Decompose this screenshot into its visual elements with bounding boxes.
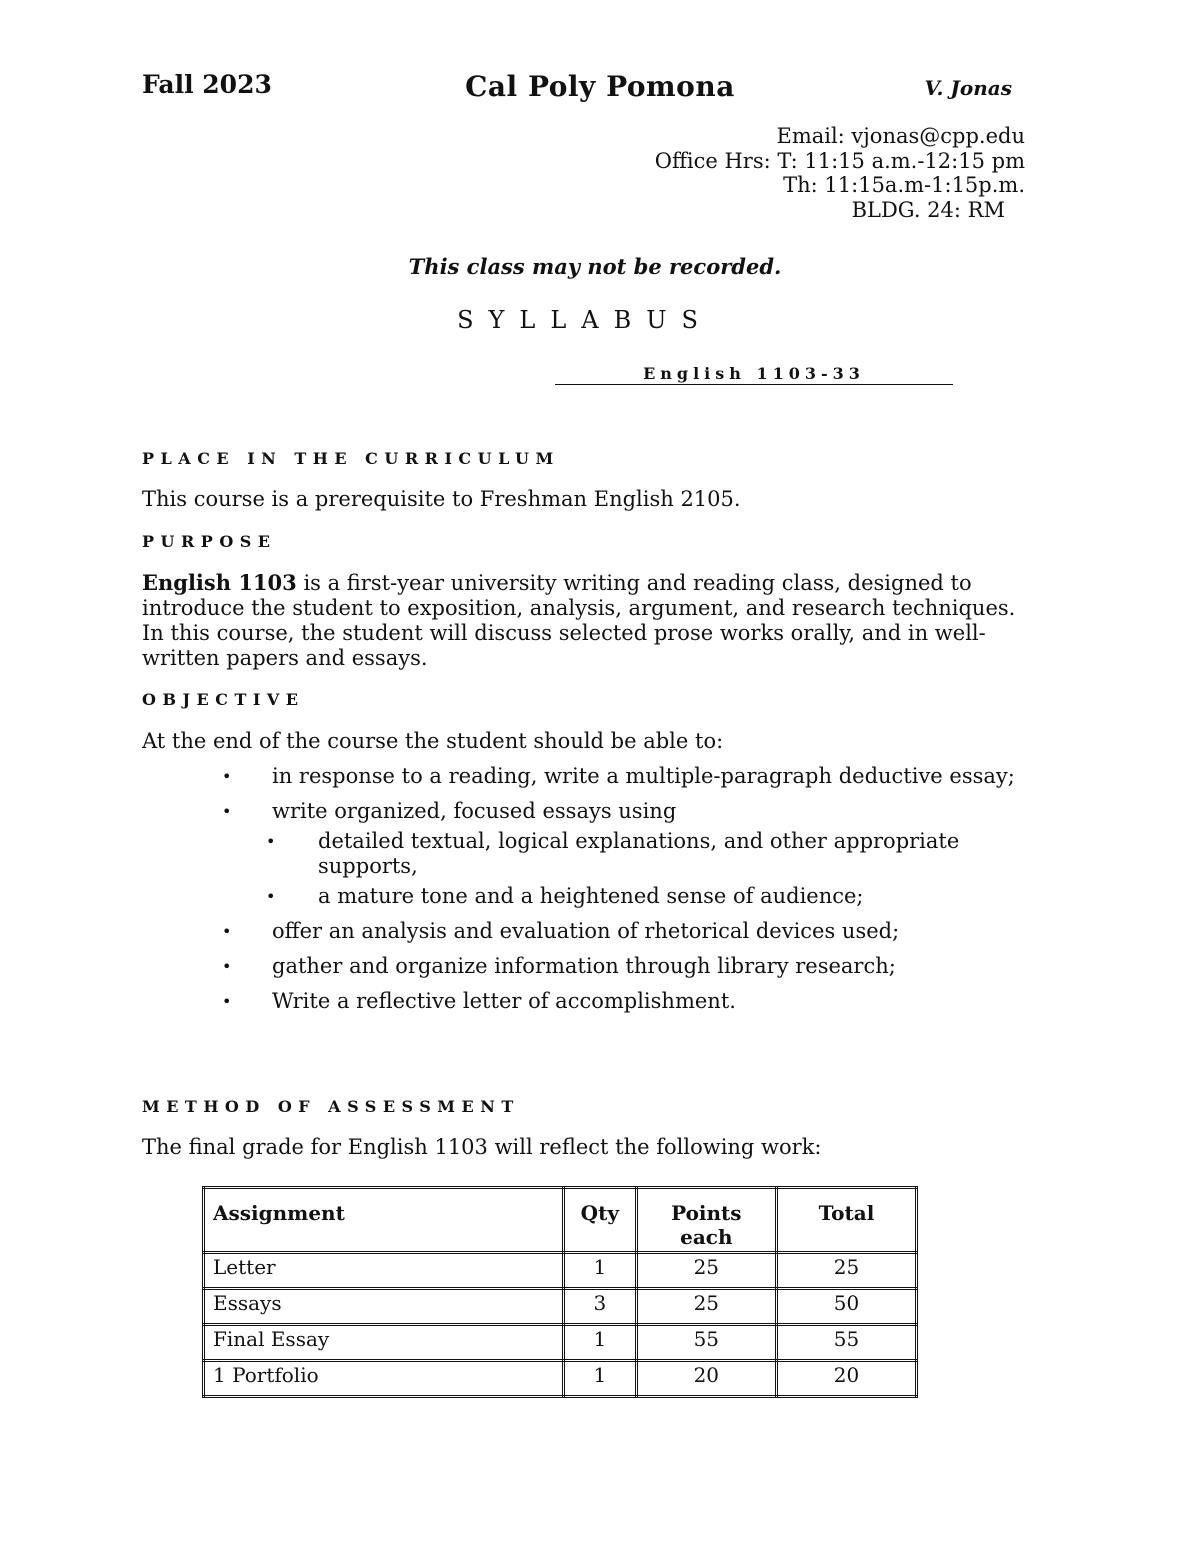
purpose-course-name: English 1103 <box>142 570 297 595</box>
table-row <box>204 1253 917 1289</box>
table-row <box>204 1289 917 1325</box>
table-row <box>204 1361 917 1397</box>
cell-qty: 1 <box>563 1253 636 1289</box>
objective-heading: OBJECTIVE <box>142 690 305 709</box>
objective-list <box>142 764 1042 1024</box>
list-item: • offer an analysis and evaluation of rhetorical devices used; <box>222 919 900 943</box>
cell-assignment: Final Essay <box>204 1325 564 1361</box>
objective-intro: At the end of the course the student should be able to: <box>142 729 724 753</box>
assessment-heading: METHOD OF ASSESSMENT <box>142 1097 520 1116</box>
cell-points-each: 25 <box>636 1289 776 1325</box>
cell-total: 25 <box>776 1253 916 1289</box>
assessment-intro: The final grade for English 1103 will reflect the following work: <box>142 1135 822 1159</box>
curriculum-heading: PLACE IN THE CURRICULUM <box>142 449 560 468</box>
cell-total: 20 <box>776 1361 916 1397</box>
cell-qty: 3 <box>563 1289 636 1325</box>
cell-qty: 1 <box>563 1325 636 1361</box>
recording-notice: This class may not be recorded. <box>408 254 782 279</box>
cell-points-each: 25 <box>636 1253 776 1289</box>
cell-total: 50 <box>776 1289 916 1325</box>
table-header-row <box>204 1188 917 1253</box>
term-label: Fall 2023 <box>142 70 272 99</box>
cell-assignment: 1 Portfolio <box>204 1361 564 1397</box>
bullet-icon: • <box>222 992 232 1011</box>
purpose-heading: PURPOSE <box>142 532 277 551</box>
bullet-icon: • <box>266 832 276 851</box>
cell-assignment: Letter <box>204 1253 564 1289</box>
email-line: Email: vjonas@cpp.edu <box>776 124 1025 148</box>
col-header-qty: Qty <box>563 1188 636 1253</box>
contact-block <box>655 124 1025 222</box>
list-item: • gather and organize information through library research; <box>222 954 896 978</box>
office-hours-line-2: Th: 11:15a.m-1:15p.m. <box>783 173 1025 197</box>
cell-points-each: 20 <box>636 1361 776 1397</box>
sub-list-item: • a mature tone and a heightened sense of audience; <box>266 884 864 908</box>
cell-total: 55 <box>776 1325 916 1361</box>
col-header-points-each: Points each <box>636 1188 776 1253</box>
school-name: Cal Poly Pomona <box>465 70 735 103</box>
bullet-icon: • <box>222 922 232 941</box>
col-header-total: Total <box>776 1188 916 1253</box>
list-item: • write organized, focused essays using <box>222 799 677 823</box>
office-hours-line-1: Office Hrs: T: 11:15 a.m.-12:15 pm <box>654 148 1025 173</box>
sub-list-item: • detailed textual, logical explanations, and other appropriate supports, <box>266 829 960 878</box>
instructor-name: V. Jonas <box>924 76 1012 100</box>
col-header-assignment: Assignment <box>204 1188 564 1253</box>
list-item: • in response to a reading, write a multiple-paragraph deductive essay; <box>222 764 1015 788</box>
bullet-icon: • <box>222 957 232 976</box>
table-row <box>204 1325 917 1361</box>
bullet-icon: • <box>222 767 232 786</box>
purpose-text: is a first-year university writing and reading class, designed to introduce the student to exposition, analysis, argument, and research techniques. In this course, the student will discuss selected prose works orally, and in well-written papers and essays. <box>142 571 1016 670</box>
office-location-line: BLDG. 24: RM <box>851 197 1025 222</box>
bullet-icon: • <box>266 887 276 906</box>
bullet-icon: • <box>222 802 232 821</box>
cell-qty: 1 <box>563 1361 636 1397</box>
cell-points-each: 55 <box>636 1325 776 1361</box>
grade-table <box>202 1186 918 1398</box>
purpose-paragraph <box>142 570 1042 671</box>
curriculum-text: This course is a prerequisite to Freshman English 2105. <box>142 487 741 511</box>
course-code: English 1103-33 <box>555 364 953 385</box>
list-item: • Write a reflective letter of accomplishment. <box>222 989 736 1013</box>
document-title: SYLLABUS <box>457 306 713 334</box>
cell-assignment: Essays <box>204 1289 564 1325</box>
